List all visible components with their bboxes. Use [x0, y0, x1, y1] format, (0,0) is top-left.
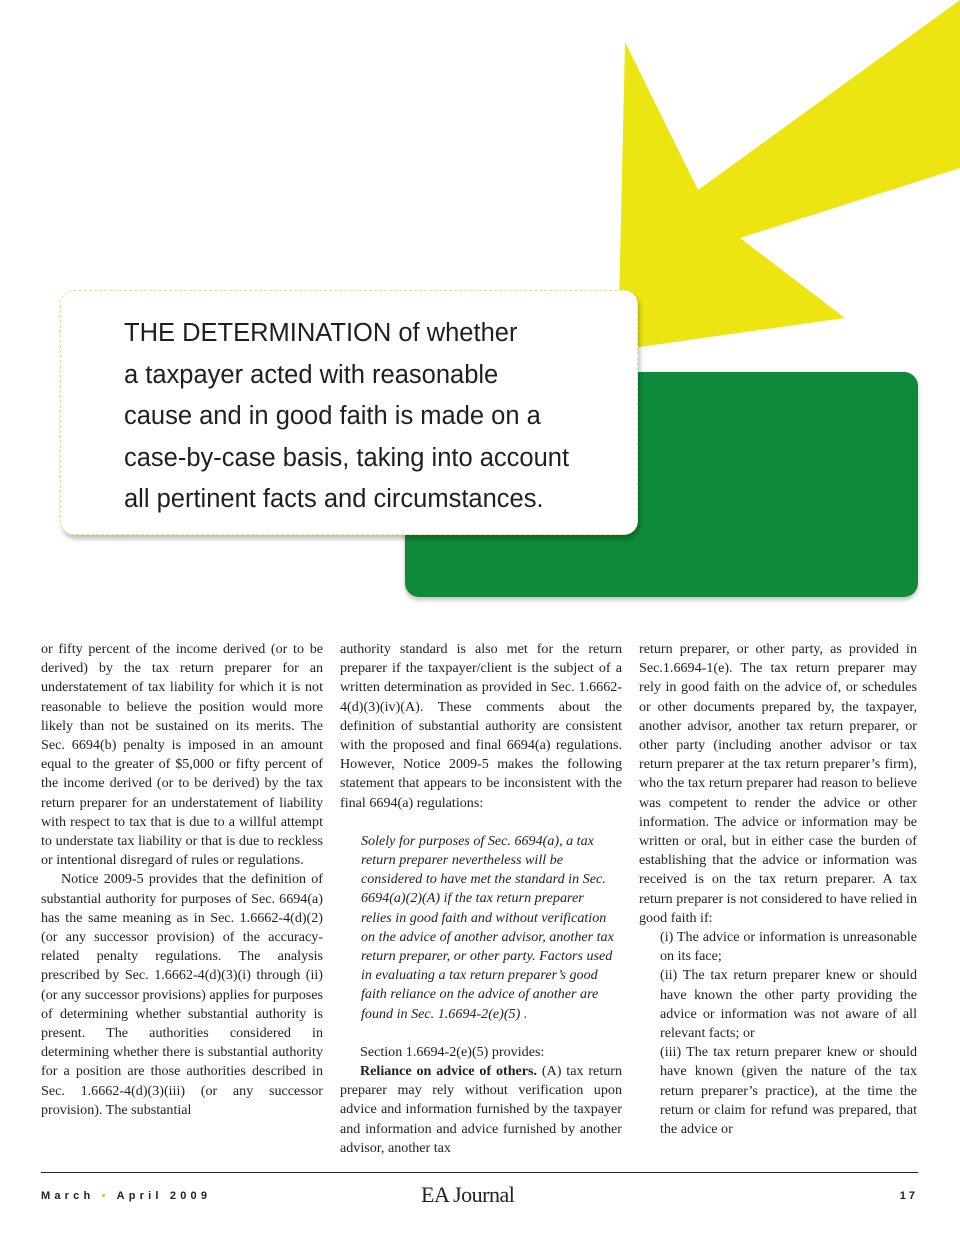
pull-quote-line: THE DETERMINATION of whether: [124, 319, 518, 347]
paragraph: authority standard is also met for the return preparer if the taxpayer/client is the subject of a written determination as provided in Sec. 1.6662-4(d)(3)(iv)(A). These comments about the definition of substantial authority are consistent with the proposed and final 6694(a) regulations. However, Notice 2009-5 makes the following statement that appears to be inconsistent with the final 6694(a) regulations:: [340, 641, 622, 811]
article-column-3: [639, 640, 917, 1139]
footer-separator: •: [101, 1190, 110, 1202]
pull-quote-line: all pertinent facts and circumstances.: [124, 485, 544, 513]
footer-month-year: April 2009: [116, 1190, 212, 1202]
paragraph: or fifty percent of the income derived (or to be derived) by the tax return preparer for an understatement of tax liability for which it is not reasonable to believe the position would more likely than not be sustained on its merits. The Sec. 6694(b) penalty is imposed in an amount equal to the greater of $5,000 or fifty percent of the income derived (or to be derived) by the tax return preparer for an understatement of liability with respect to tax that is due to a willful attempt to understate tax liability or that is due to reckless or intentional disregard of rules or regulations.: [41, 641, 323, 869]
footer-issue-date: [41, 1190, 211, 1202]
paragraph: Section 1.6694-2(e)(5) provides:: [360, 1043, 545, 1060]
pull-quote-text: [124, 313, 604, 521]
paragraph-text: (A) tax return preparer may rely without verification upon advice and information furnished by the taxpayer and information and advice furnished by another advisor, another tax: [340, 1063, 622, 1156]
paragraph: [340, 1062, 622, 1158]
run-in-heading: Reliance on advice of others.: [360, 1063, 538, 1080]
pull-quote-line: a taxpayer acted with reasonable: [124, 360, 499, 389]
block-quote: Solely for purposes of Sec. 6694(a), a tax return preparer nevertheless will be considered to have met the standard in Sec. 6694(a)(2)(A) if the tax return preparer relies in good faith and without verification on the advice of another advisor, another tax return preparer, or other party. Factors used in evaluating a tax return preparer’s good faith reliance on the advice of another are found in Sec. 1.6694-2(e)(5) .: [361, 832, 614, 1022]
list-item: (iii) The tax return preparer knew or should have known (given the nature of the tax return preparer’s practice), at the time the return or claim for refund was prepared, that the advice or: [660, 1044, 917, 1138]
header-artwork: [0, 0, 960, 620]
journal-logo: EA Journal: [421, 1182, 515, 1207]
arrow-shape: [618, 0, 960, 350]
list-item: (ii) The tax return preparer knew or should have known the other party providing the advice or information was not aware of all relevant facts; or: [660, 967, 917, 1042]
paragraph: return preparer, or other party, as provided in Sec.1.6694-1(e). The tax return preparer may rely in good faith on the advice of, or schedules or other documents prepared by, the taxpayer, another advisor, another tax return preparer, or other party (including another advisor or tax return preparer at the tax return preparer’s firm), who the tax return preparer had reason to believe was competent to render the advice or other information. The advice or information may be written or oral, but in either case the burden of establishing that the advice or information was received is on the tax return preparer. A tax return preparer is not considered to have relied in good faith if:: [639, 641, 917, 926]
list-item: (i) The advice or information is unreasonable on its face;: [660, 929, 917, 965]
footer-rule: [41, 1172, 918, 1173]
page-number: 17: [899, 1190, 918, 1202]
pull-quote-line: cause and in good faith is made on a: [124, 402, 541, 430]
paragraph: Notice 2009-5 provides that the definition of substantial authority for purposes of Sec. 6694(a) has the same meaning as in Sec. 1.6662-4(d)(2) (or any successor provision) of the accuracy-related penalty regulations. The analysis prescribed by Sec. 1.6662-4(d)(3)(i) through (ii) (or any successor provisions) applies for purposes of determining whether substantial authority is present. The authorities considered in determining whether there is substantial authority for a position are those authorities described in Sec. 1.6662-4(d)(3)(iii) (or any successor provision). The substantial: [41, 871, 323, 1118]
pull-quote-line: case-by-case basis, taking into account: [124, 443, 570, 472]
article-column-2: [340, 640, 622, 1158]
article-column-1: [41, 640, 323, 1120]
footer-month: March: [41, 1190, 95, 1202]
pull-quote-box: [60, 290, 638, 535]
